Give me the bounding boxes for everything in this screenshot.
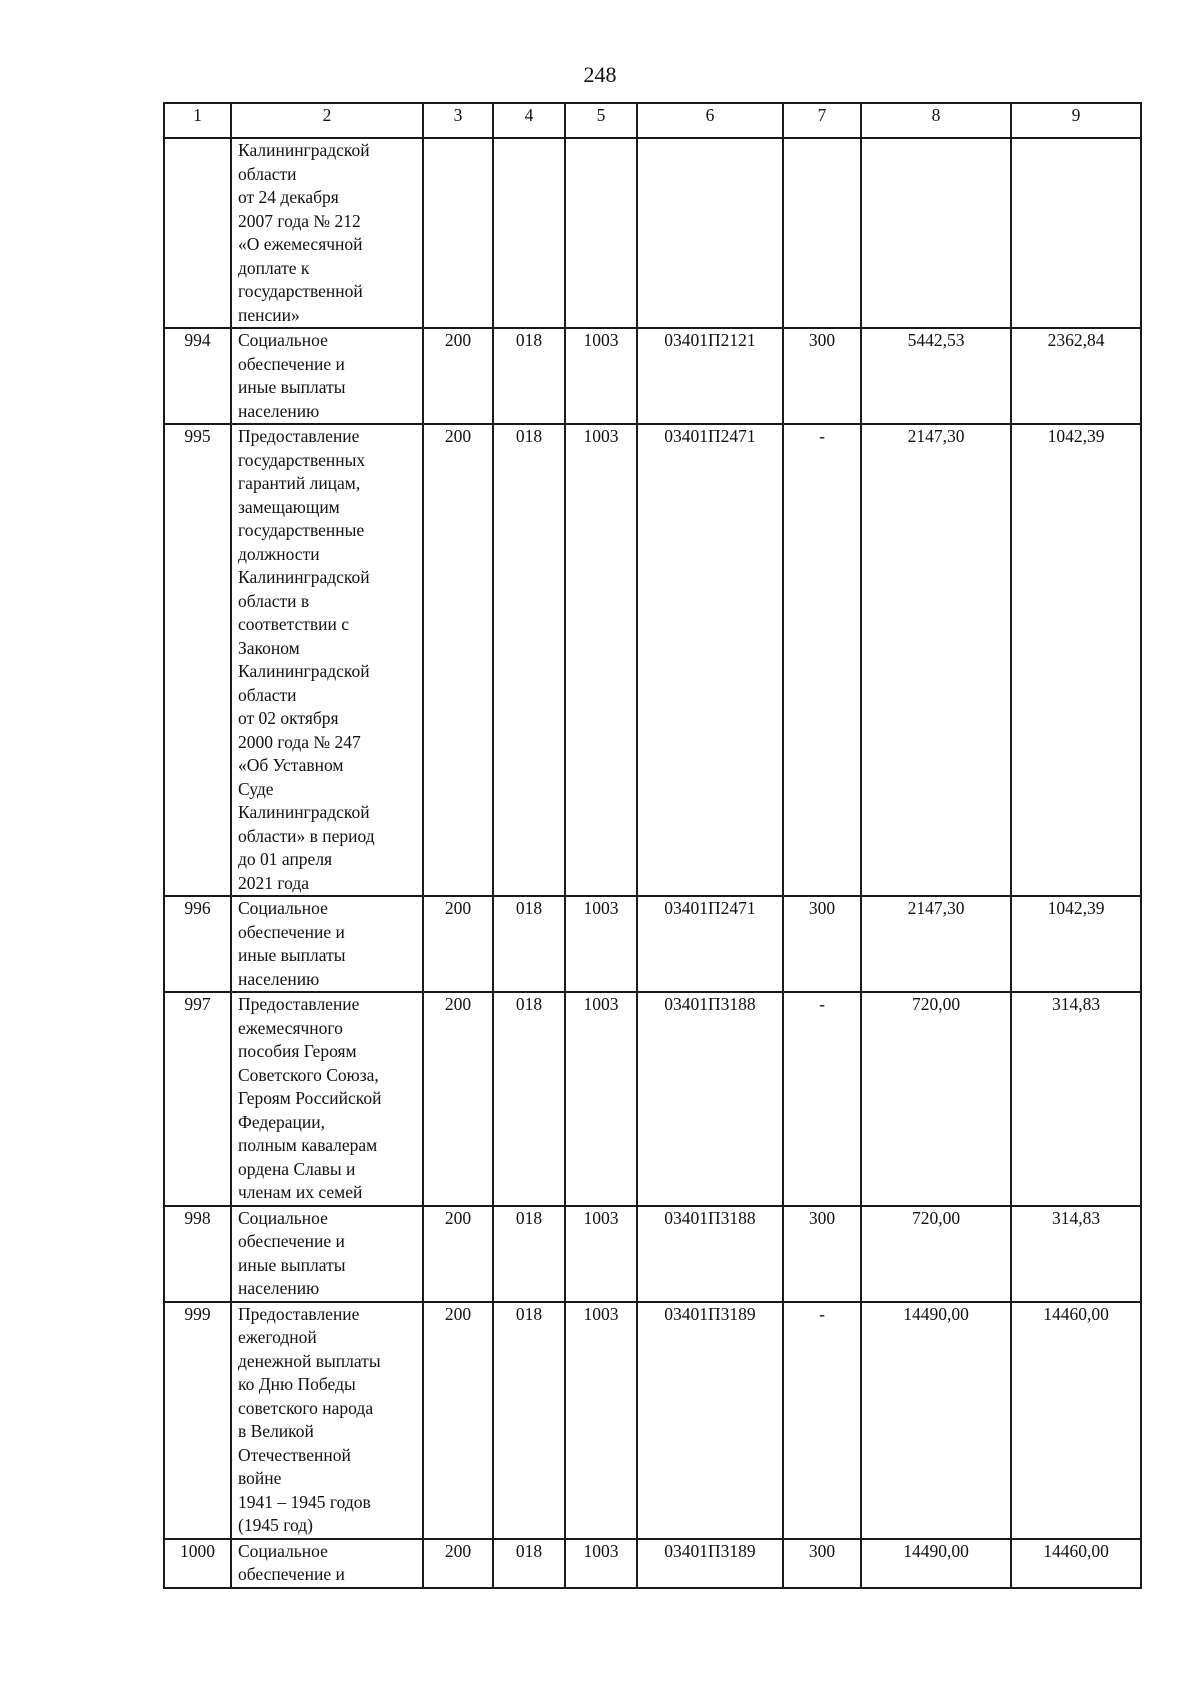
- section-code-cell: 1003: [565, 1539, 637, 1588]
- description-line: денежной выплаты: [238, 1350, 381, 1371]
- description-line: обеспечение и: [238, 353, 345, 374]
- expense-type-cell: 300: [783, 896, 861, 992]
- section-code-cell: 1003: [565, 896, 637, 992]
- description-line: в Великой: [238, 1421, 314, 1441]
- description-cell: [231, 896, 423, 992]
- target-article-cell: 03401П3188: [637, 992, 783, 1206]
- expense-type-cell: -: [783, 1302, 861, 1539]
- description-cell: [231, 992, 423, 1206]
- description-line: населению: [238, 1278, 320, 1298]
- target-article-cell: 03401П3189: [637, 1539, 783, 1588]
- table-row: [164, 1539, 1141, 1588]
- amount-cell: 720,00: [861, 1206, 1011, 1302]
- description-line: населению: [238, 968, 320, 989]
- description-line: иные выплаты: [238, 1254, 346, 1275]
- description-line: Калининградской: [238, 140, 370, 160]
- target-article-cell: [637, 138, 783, 328]
- table-row: [164, 424, 1141, 896]
- section-code-cell: 1003: [565, 328, 637, 424]
- description-line: области: [238, 684, 297, 705]
- description-line: советского народа: [238, 1397, 374, 1418]
- section-code-cell: 1003: [565, 1206, 637, 1302]
- description-line: Предоставление: [238, 1303, 360, 1324]
- description-line: иные выплаты: [238, 945, 346, 965]
- description-line: Калининградской: [238, 802, 370, 822]
- table-row: [164, 896, 1141, 992]
- section-code-cell: [565, 138, 637, 328]
- description-line: Калининградской: [238, 661, 370, 681]
- row-number-cell: 1000: [164, 1539, 231, 1588]
- description-line: до 01 апреля: [238, 849, 333, 869]
- description-line: области: [238, 163, 297, 184]
- row-number-cell: 995: [164, 424, 231, 896]
- row-number-cell: 998: [164, 1206, 231, 1302]
- description-line: должности: [238, 543, 320, 564]
- description-line: от 02 октября: [238, 708, 339, 728]
- description-cell: [231, 1539, 423, 1588]
- description-line: 2021 года: [238, 872, 310, 893]
- section-code-cell: 1003: [565, 1302, 637, 1539]
- expense-type-cell: 300: [783, 1206, 861, 1302]
- row-number-cell: 997: [164, 992, 231, 1206]
- row-number-cell: 994: [164, 328, 231, 424]
- amount-executed-cell: [1011, 138, 1141, 328]
- description-line: Социальное: [238, 1540, 328, 1561]
- admin-code-cell: 200: [423, 1206, 493, 1302]
- expense-type-cell: 300: [783, 328, 861, 424]
- description-line: Предоставление: [238, 426, 360, 446]
- description-line: ежемесячного: [238, 1017, 343, 1038]
- description-line: полным кавалерам: [238, 1135, 378, 1155]
- description-line: замещающим: [238, 496, 340, 517]
- description-line: Отечественной: [238, 1444, 351, 1465]
- description-line: ко Дню Победы: [238, 1374, 356, 1394]
- expense-type-cell: -: [783, 992, 861, 1206]
- amount-executed-cell: 1042,39: [1011, 424, 1141, 896]
- ministry-code-cell: 018: [493, 896, 565, 992]
- admin-code-cell: [423, 138, 493, 328]
- column-header-4: 4: [493, 103, 565, 138]
- description-line: Социальное: [238, 898, 328, 918]
- row-number-cell: [164, 138, 231, 328]
- header-row: [164, 103, 1141, 138]
- table-header: [164, 103, 1141, 138]
- amount-executed-cell: 14460,00: [1011, 1302, 1141, 1539]
- column-header-2: 2: [231, 103, 423, 138]
- description-line: государственные: [238, 520, 365, 540]
- target-article-cell: 03401П3189: [637, 1302, 783, 1539]
- expense-type-cell: [783, 138, 861, 328]
- description-line: пенсии»: [238, 304, 300, 325]
- amount-executed-cell: 14460,00: [1011, 1539, 1141, 1588]
- description-line: Калининградской: [238, 567, 370, 587]
- target-article-cell: 03401П2121: [637, 328, 783, 424]
- ministry-code-cell: 018: [493, 1539, 565, 1588]
- description-line: 2000 года № 247: [238, 731, 361, 752]
- amount-cell: [861, 138, 1011, 328]
- description-line: Социальное: [238, 1207, 328, 1228]
- description-cell: [231, 1206, 423, 1302]
- target-article-cell: 03401П3188: [637, 1206, 783, 1302]
- description-line: «О ежемесячной: [238, 234, 363, 254]
- ministry-code-cell: 018: [493, 1302, 565, 1539]
- description-line: области» в период: [238, 825, 375, 846]
- expense-type-cell: 300: [783, 1539, 861, 1588]
- amount-executed-cell: 314,83: [1011, 1206, 1141, 1302]
- admin-code-cell: 200: [423, 896, 493, 992]
- amount-cell: 2147,30: [861, 424, 1011, 896]
- description-line: гарантий лицам,: [238, 473, 361, 493]
- description-line: Героям Российской: [238, 1088, 382, 1108]
- description-line: обеспечение и: [238, 1564, 345, 1584]
- table-body: [164, 138, 1141, 1588]
- column-header-5: 5: [565, 103, 637, 138]
- section-code-cell: 1003: [565, 992, 637, 1206]
- admin-code-cell: 200: [423, 992, 493, 1206]
- page-number: 248: [583, 62, 617, 87]
- target-article-cell: 03401П2471: [637, 896, 783, 992]
- table-row: [164, 138, 1141, 328]
- description-line: Предоставление: [238, 994, 360, 1014]
- description-line: Советского Союза,: [238, 1064, 379, 1085]
- description-line: соответствии с: [238, 614, 350, 634]
- target-article-cell: 03401П2471: [637, 424, 783, 896]
- budget-table: [163, 102, 1142, 1589]
- description-line: членам их семей: [238, 1182, 363, 1202]
- description-line: Законом: [238, 637, 300, 658]
- description-line: войне: [238, 1468, 282, 1488]
- description-line: Социальное: [238, 330, 328, 350]
- table-row: [164, 1302, 1141, 1539]
- admin-code-cell: 200: [423, 1302, 493, 1539]
- amount-cell: 720,00: [861, 992, 1011, 1206]
- description-line: государственной: [238, 281, 363, 301]
- row-number-cell: 999: [164, 1302, 231, 1539]
- description-line: Федерации,: [238, 1111, 326, 1132]
- description-line: области в: [238, 590, 310, 611]
- amount-executed-cell: 2362,84: [1011, 328, 1141, 424]
- table-row: [164, 992, 1141, 1206]
- description-line: ордена Славы и: [238, 1158, 356, 1179]
- description-cell: [231, 1302, 423, 1539]
- amount-executed-cell: 314,83: [1011, 992, 1141, 1206]
- description-line: (1945 год): [238, 1515, 313, 1535]
- amount-cell: 14490,00: [861, 1539, 1011, 1588]
- ministry-code-cell: 018: [493, 328, 565, 424]
- admin-code-cell: 200: [423, 424, 493, 896]
- description-cell: [231, 138, 423, 328]
- amount-executed-cell: 1042,39: [1011, 896, 1141, 992]
- ministry-code-cell: [493, 138, 565, 328]
- table-row: [164, 328, 1141, 424]
- description-line: обеспечение и: [238, 1231, 345, 1251]
- section-code-cell: 1003: [565, 424, 637, 896]
- description-line: доплате к: [238, 257, 310, 278]
- description-line: обеспечение и: [238, 921, 345, 942]
- description-line: Суде: [238, 778, 274, 799]
- description-line: иные выплаты: [238, 377, 346, 397]
- column-header-8: 8: [861, 103, 1011, 138]
- admin-code-cell: 200: [423, 1539, 493, 1588]
- description-line: населению: [238, 400, 320, 421]
- column-header-7: 7: [783, 103, 861, 138]
- description-line: 1941 – 1945 годов: [238, 1491, 371, 1512]
- amount-cell: 14490,00: [861, 1302, 1011, 1539]
- description-cell: [231, 328, 423, 424]
- amount-cell: 5442,53: [861, 328, 1011, 424]
- expense-type-cell: -: [783, 424, 861, 896]
- description-line: пособия Героям: [238, 1041, 357, 1061]
- column-header-1: 1: [164, 103, 231, 138]
- description-line: от 24 декабря: [238, 187, 339, 207]
- amount-cell: 2147,30: [861, 896, 1011, 992]
- column-header-9: 9: [1011, 103, 1141, 138]
- description-line: государственных: [238, 449, 366, 470]
- description-line: 2007 года № 212: [238, 210, 361, 231]
- description-line: «Об Уставном: [238, 755, 344, 775]
- ministry-code-cell: 018: [493, 424, 565, 896]
- ministry-code-cell: 018: [493, 1206, 565, 1302]
- row-number-cell: 996: [164, 896, 231, 992]
- admin-code-cell: 200: [423, 328, 493, 424]
- column-header-6: 6: [637, 103, 783, 138]
- table-row: [164, 1206, 1141, 1302]
- description-line: ежегодной: [238, 1327, 317, 1347]
- ministry-code-cell: 018: [493, 992, 565, 1206]
- column-header-3: 3: [423, 103, 493, 138]
- description-cell: [231, 424, 423, 896]
